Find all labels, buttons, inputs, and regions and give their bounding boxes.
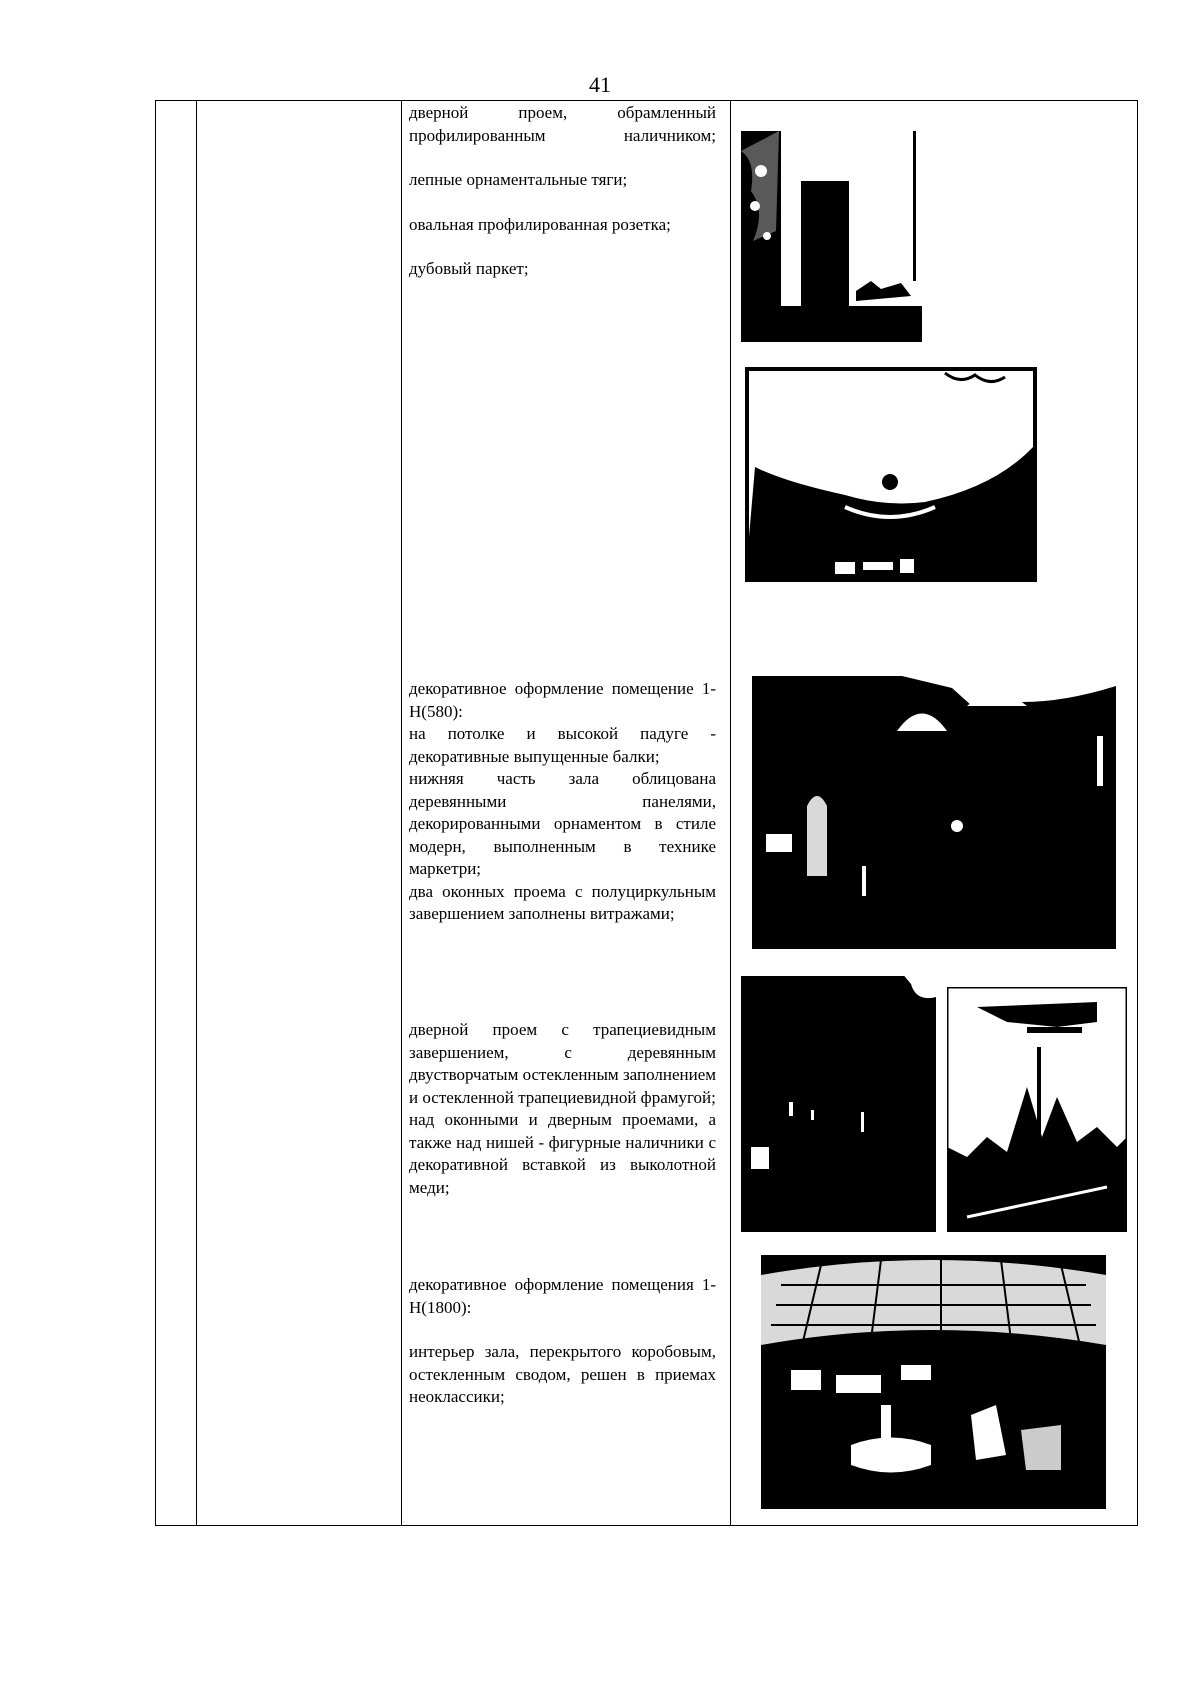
description-block-1: [409, 102, 716, 281]
photo-hall-1800: [761, 1255, 1106, 1509]
photo-ceiling-rosette: [745, 367, 1037, 582]
description-paragraph: на потолке и высокой падуге - декоративные выпущенные балки;: [409, 724, 716, 766]
column-divider: [730, 101, 731, 1525]
description-paragraph: овальная профилированная розетка;: [409, 214, 671, 234]
column-divider: [196, 101, 197, 1525]
column-divider: [401, 101, 402, 1525]
description-paragraph: декоративное оформление помещения 1-Н(1800):: [409, 1275, 716, 1317]
photo-window-view: [947, 987, 1127, 1232]
description-paragraph: два оконных проема с полуциркульным завершением заполнены витражами;: [409, 881, 716, 923]
description-paragraph: нижняя часть зала облицована деревянными панелями, декорированными орнаментом в стиле модерн, выполненным в технике маркетри;: [409, 769, 716, 878]
description-paragraph: дверной проем, обрамленный профилированным наличником;: [409, 103, 716, 145]
description-block-4: [409, 1274, 716, 1409]
photo-doorway-hall: [741, 972, 936, 1232]
photo-hall-580: [752, 676, 1116, 949]
description-paragraph: декоративное оформление помещение 1-Н(580):: [409, 679, 716, 721]
description-paragraph: лепные орнаментальные тяги;: [409, 170, 628, 189]
description-block-2: [409, 678, 716, 926]
description-paragraph: дверной проем с трапециевидным завершением, с деревянным двустворчатым остекленным заполнением и остекленной трапециевидной фрамугой;: [409, 1020, 716, 1107]
description-paragraph: над оконными и дверным проемами, а также над нишей - фигурные наличники с декоративной вставкой из выколотной меди;: [409, 1110, 716, 1197]
description-block-3: [409, 1019, 716, 1199]
photo-doorway: [741, 131, 922, 342]
page-number: 41: [589, 72, 611, 97]
description-paragraph: дубовый паркет;: [409, 259, 529, 278]
description-paragraph: интерьер зала, перекрытого коробовым, остекленным сводом, решен в приемах неоклассики;: [409, 1342, 716, 1406]
